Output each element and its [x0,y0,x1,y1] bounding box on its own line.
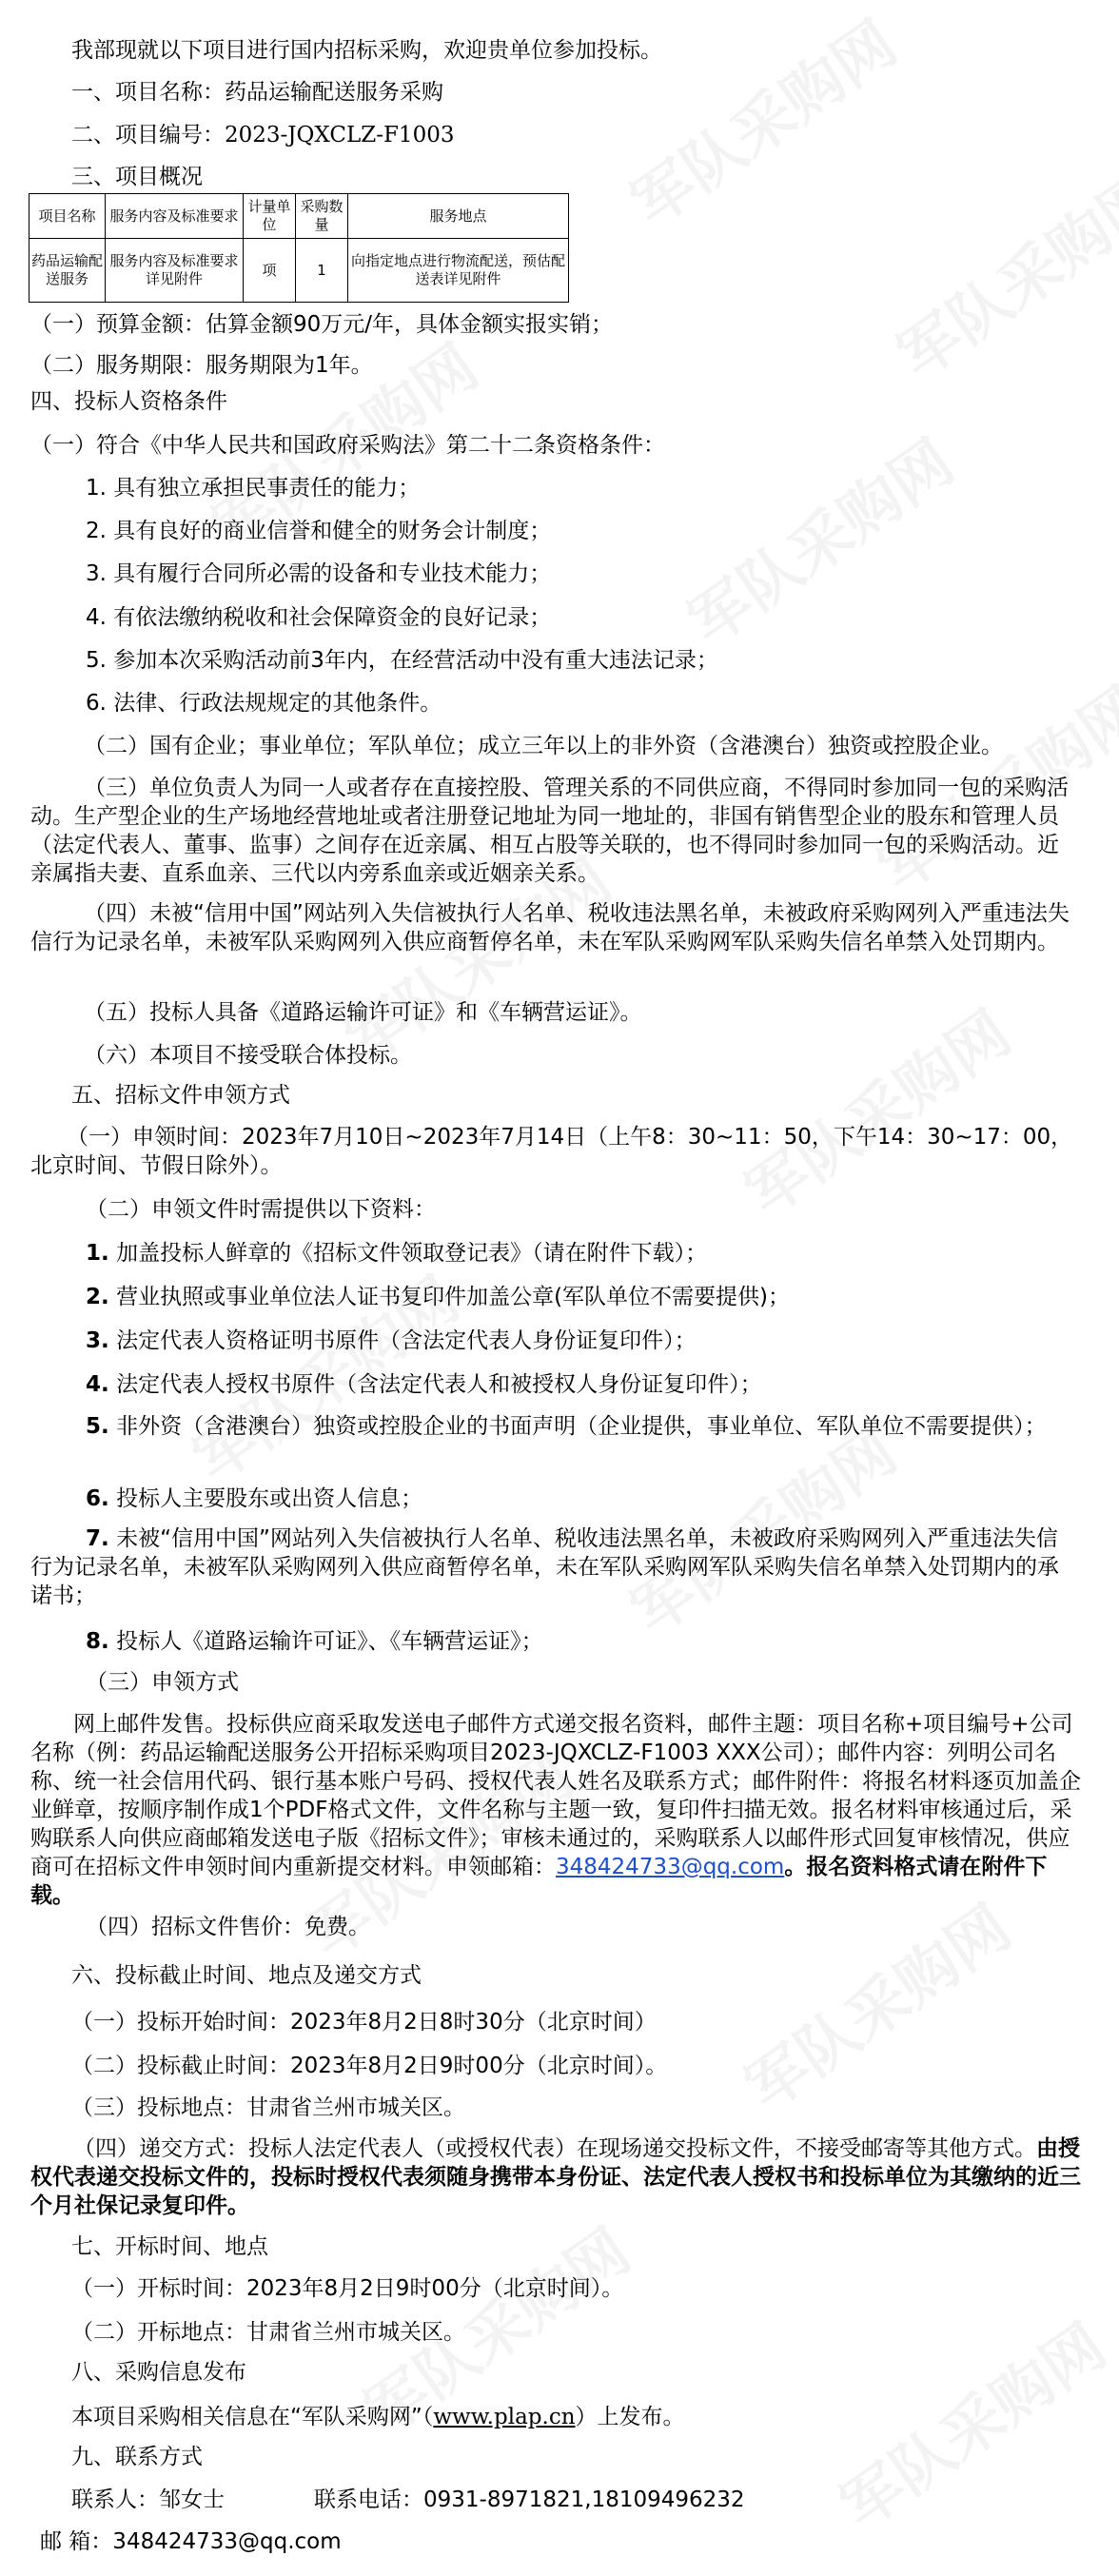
table-header-cell: 服务内容及标准要求 [106,194,244,239]
table-cell: 项 [244,239,296,303]
project-number: 二、项目编号：2023-JQXCLZ-F1003 [71,123,455,147]
project-name: 一、项目名称：药品运输配送服务采购 [71,80,443,105]
doc-item-number: 4. [86,1372,109,1397]
doc-item-text: 法定代表人资格证明书原件（含法定代表人身份证复印件）； [116,1328,697,1353]
table-header-cell: 采购数量 [296,194,348,239]
condition-item: 2. 具有良好的商业信誉和健全的财务会计制度； [86,519,552,543]
doc-item [86,1239,1119,1268]
condition-item: 6. 法律、行政法规规定的其他条件。 [86,691,442,716]
contact-email: 邮 箱：348424733@qq.com [40,2529,342,2554]
table-cell: 药品运输配送服务 [29,239,106,303]
contact-phone: 联系电话：0931-8971821,18109496232 [314,2488,745,2512]
section4-item2: （二）国有企业；事业单位；军队单位；成立三年以上的非外资（含港澳台）独资或控股企业。 [84,734,1003,758]
table-row [29,239,569,303]
condition-item: 3. 具有履行合同所必需的设备和专业技术能力； [86,561,552,586]
doc-item-number: 8. [86,1629,109,1654]
section6-item2: （二）投标截止时间：2023年8月2日9时00分（北京时间）。 [71,2054,668,2078]
doc-item [86,1627,1119,1656]
project-overview-heading: 三、项目概况 [71,165,203,189]
section4-item6: （六）本项目不接受联合体投标。 [84,1043,412,1068]
table-header-cell: 计量单位 [244,194,296,239]
doc-item-text: 投标人主要股东或出资人信息； [116,1486,423,1511]
table-cell: 向指定地点进行物流配送，预估配送表详见附件 [348,239,569,303]
table-cell: 服务内容及标准要求详见附件 [106,239,244,303]
section6-item4 [30,2134,1087,2220]
delivery-method-text: （四）递交方式：投标人法定代表人（或授权代表）在现场递交投标文件，不接受邮寄等其他方式。 [73,2136,1036,2161]
contact-person: 联系人：邹女士 [71,2488,225,2512]
table-header-cell: 服务地点 [348,194,569,239]
section9-heading: 九、联系方式 [71,2445,203,2469]
doc-item-number: 6. [86,1486,109,1511]
application-method-text: 网上邮件发售。投标供应商采取发送电子邮件方式递交报名资料，邮件主题：项目名称+项目编号+公司名称（例：药品运输配送服务公开招标采购项目2023-JQXCLZ-F1003 XXX公司）；邮件内容：列明公司名称、统一社会信用代码、银行基本账户号码、授权代表人姓名及联系方式；邮件附件：将报名材料逐页加盖企业鲜章，按顺序制作成1个PDF格式文件，文件名称与主题一致，复印件扫描无效。报名材料审核通过后，采购联系人向供应商邮箱发送电子版《招标文件》；审核未通过的，采购联系人以邮件形式回复审核情况，供应商可在招标文件申领时间内重新提交材料。申领邮箱： [30,1712,1081,1879]
doc-item-number: 7. [86,1526,109,1551]
doc-item [86,1283,1119,1311]
email-link[interactable]: 348424733@qq.com [556,1855,785,1879]
section7-item1: （一）开标时间：2023年8月2日9时00分（北京时间）。 [71,2276,624,2301]
section8-text [71,2403,1119,2431]
section5-heading: 五、招标文件申领方式 [71,1083,290,1108]
doc-item-text: 营业执照或事业单位法人证书复印件加盖公章(军队单位不需要提供)； [116,1285,791,1309]
section5-item4: （四）招标文件售价：免费。 [86,1915,370,1939]
doc-item [86,1485,1119,1513]
condition-item: 4. 有依法缴纳税收和社会保障资金的良好记录； [86,605,552,630]
project-table [29,193,569,303]
budget-text: （一）预算金额：估算金额90万元/年，具体金额实报实销； [30,312,614,337]
table-header-row [29,194,569,239]
attachment-note: 。报名资料格式请在附件下载。 [30,1855,1048,1908]
doc-item-text: 非外资（含港澳台）独资或控股企业的书面声明（企业提供，事业单位、军队单位不需要提供）； [116,1414,1047,1439]
period-text: （二）服务期限：服务期限为1年。 [30,353,373,378]
section6-heading: 六、投标截止时间、地点及递交方式 [71,1963,422,1988]
table-cell: 1 [296,239,348,303]
info-publish-tail: ）上发布。 [575,2405,685,2429]
doc-item-number: 1. [86,1241,109,1266]
section7-item2: （二）开标地点：甘肃省兰州市城关区。 [71,2320,465,2345]
section4-item3: （三）单位负责人为同一人或者存在直接控股、管理关系的不同供应商，不得同时参加同一包的采购活动。生产型企业的生产场地经营地址或者注册登记地址为同一地址的，非国有销售型企业的股东和管理人员（法定代表人、董事、监事）之间存在近亲属、相互占股等关联的，也不得同时参加同一包的采购活动。近亲属指夫妻、直系血亲、三代以内旁系血亲或近姻亲关系。 [30,776,1069,886]
intro-text: 我部现就以下项目进行国内招标采购，欢迎贵单位参加投标。 [71,38,662,63]
section6-item3: （三）投标地点：甘肃省兰州市城关区。 [71,2095,465,2120]
section5-item2: （二）申领文件时需提供以下资料： [86,1197,436,1222]
section6-item1: （一）投标开始时间：2023年8月2日8时30分（北京时间） [71,2010,657,2035]
doc-item-number: 3. [86,1328,109,1353]
doc-item [30,1524,1077,1610]
delivery-authorization-note: 由授权代表递交投标文件的，投标时授权代表须随身携带本身份证、法定代表人授权书和投标单位为其缴纳的近三个月社保记录复印件。 [30,2136,1081,2218]
doc-item-text: 未被“信用中国”网站列入失信被执行人名单、税收违法黑名单，未被政府采购网列入严重违法失信行为记录名单，未被军队采购网列入供应商暂停名单，未在军队采购网军队采购失信名单禁入处罚期内的承诺书； [30,1526,1059,1608]
doc-item-text: 法定代表人授权书原件（含法定代表人和被授权人身份证复印件）； [116,1372,762,1397]
doc-item-text: 投标人《道路运输许可证》、《车辆营运证》； [116,1629,543,1654]
section4-item4: （四）未被“信用中国”网站列入失信被执行人名单、税收违法黑名单，未被政府采购网列入严重违法失信行为记录名单，未被军队采购网列入供应商暂停名单，未在军队采购网军队采购失信名单禁入处罚期内。 [30,901,1070,954]
section5-item3-body [30,1710,1082,1910]
section5-item1: （一）申领时间：2023年7月10日~2023年7月14日（上午8：30~11：50，下午14：30~17：00，北京时间、节假日除外）。 [30,1125,1073,1178]
plap-link[interactable]: www.plap.cn [433,2405,576,2429]
section5-item3: （三）申领方式 [86,1670,239,1695]
condition-item: 1. 具有独立承担民事责任的能力； [86,476,421,501]
condition-item: 5. 参加本次采购活动前3年内，在经营活动中没有重大违法记录； [86,648,718,673]
doc-item [86,1370,1119,1399]
doc-item-number: 2. [86,1285,109,1309]
doc-item [86,1327,1119,1355]
table-header-cell: 项目名称 [29,194,106,239]
section4-heading: 四、投标人资格条件 [30,389,227,414]
doc-item-number: 5. [86,1414,109,1439]
info-publish-text: 本项目采购相关信息在“军队采购网”（ [71,2405,434,2429]
doc-item-text: 加盖投标人鲜章的《招标文件领取登记表》（请在附件下载）； [116,1241,708,1266]
section8-heading: 八、采购信息发布 [71,2360,246,2385]
section7-heading: 七、开标时间、地点 [71,2234,268,2259]
section4-item1: （一）符合《中华人民共和国政府采购法》第二十二条资格条件： [30,433,665,458]
doc-item [30,1412,1077,1441]
section4-item5: （五）投标人具备《道路运输许可证》和《车辆营运证》。 [84,1000,642,1025]
